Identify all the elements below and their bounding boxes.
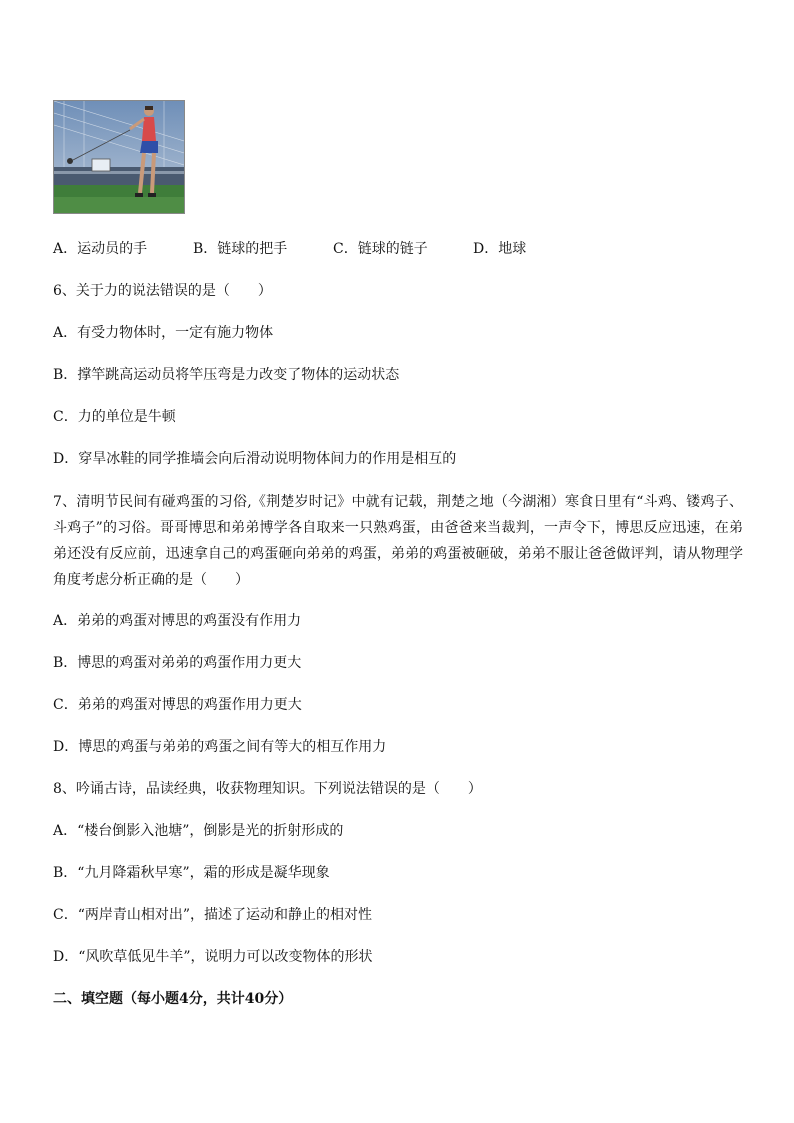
q6-option-b[interactable]: B．撑竿跳高运动员将竿压弯是力改变了物体的运动状态 xyxy=(53,367,400,383)
q6-stem: 6、关于力的说法错误的是（ ） xyxy=(53,283,272,299)
q8-stem: 8、吟诵古诗，品读经典，收获物理知识。下列说法错误的是（ ） xyxy=(53,781,482,797)
hammer-throw-athlete-photo xyxy=(54,101,184,213)
q7-option-a[interactable]: A．弟弟的鸡蛋对博思的鸡蛋没有作用力 xyxy=(53,613,302,629)
q8-option-d[interactable]: D．“风吹草低见牛羊”，说明力可以改变物体的形状 xyxy=(53,949,373,965)
q5-option-d[interactable]: D．地球 xyxy=(473,241,527,257)
q5-option-c[interactable]: C．链球的链子 xyxy=(333,241,428,257)
q7-option-c[interactable]: C．弟弟的鸡蛋对博思的鸡蛋作用力更大 xyxy=(53,697,302,713)
q5-option-a[interactable]: A．运动员的手 xyxy=(53,241,148,257)
q5-option-b[interactable]: B．链球的把手 xyxy=(193,241,288,257)
q8-option-a[interactable]: A．“楼台倒影入池塘”，倒影是光的折射形成的 xyxy=(53,823,344,839)
q6-option-c[interactable]: C．力的单位是牛顿 xyxy=(53,409,176,425)
q7-option-b[interactable]: B．博思的鸡蛋对弟弟的鸡蛋作用力更大 xyxy=(53,655,302,671)
q8-option-b[interactable]: B．“九月降霜秋早寒”，霜的形成是凝华现象 xyxy=(53,865,330,881)
section-title-fill-in: 二、填空题（每小题4分，共计40分） xyxy=(53,991,293,1007)
q6-option-d[interactable]: D．穿旱冰鞋的同学推墙会向后滑动说明物体间力的作用是相互的 xyxy=(53,451,457,467)
q7-option-d[interactable]: D．博思的鸡蛋与弟弟的鸡蛋之间有等大的相互作用力 xyxy=(53,739,387,755)
q8-option-c[interactable]: C．“两岸青山相对出”，描述了运动和静止的相对性 xyxy=(53,907,373,923)
q7-stem: 7、清明节民间有碰鸡蛋的习俗,《荆楚岁时记》中就有记载，荆楚之地（今湖湘）寒食日里有“斗鸡、镂鸡子、斗鸡子”的习俗。哥哥博思和弟弟博学各自取来一只熟鸡蛋，由爸爸来当裁判，一声令下，博思反应迅速，在弟弟还没有反应前，迅速拿自己的鸡蛋砸向弟弟的鸡蛋，弟弟的鸡蛋被砸破，弟弟不服让爸爸做评判，请从物理学角度考虑分析正确的是（ ） xyxy=(53,494,743,588)
hammer-throw-photo xyxy=(53,100,185,214)
q5-options xyxy=(53,239,553,259)
q6-option-a[interactable]: A．有受力物体时，一定有施力物体 xyxy=(53,325,274,341)
